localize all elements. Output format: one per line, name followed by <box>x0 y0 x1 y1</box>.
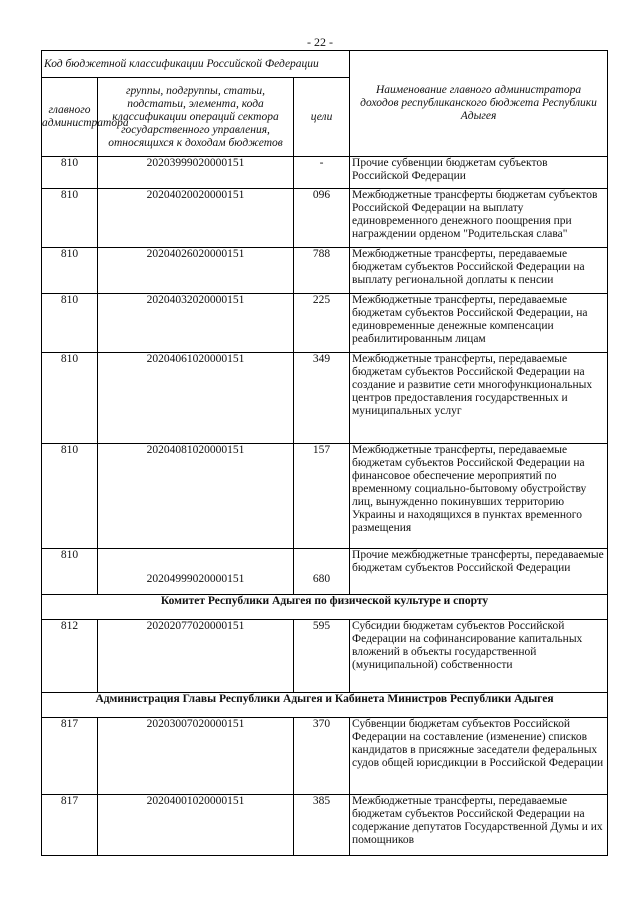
income-code-cell: 20204020020000151 <box>98 189 294 248</box>
section-header-row <box>42 595 608 620</box>
revenue-name-cell: Межбюджетные трансферты, передаваемые бюджетам субъектов Российской Федерации на финансовое обеспечение мероприятий по временному социально-бытовому обустройству лиц, вынужденно покинувших территорию Украины и находящихся в пунктах временного размещения <box>350 444 608 549</box>
income-code-cell: 20204026020000151 <box>98 248 294 294</box>
admin-code-cell: 810 <box>42 294 98 353</box>
admin-code-cell: 810 <box>42 157 98 189</box>
table-row <box>42 795 608 856</box>
revenue-name-cell: Межбюджетные трансферты бюджетам субъектов Российской Федерации на выплату единовременного денежного поощрения при награждении орденом "Родительская слава" <box>350 189 608 248</box>
header-row-group <box>42 51 608 78</box>
admin-code-cell: 810 <box>42 248 98 294</box>
admin-code-cell: 817 <box>42 718 98 795</box>
table-row <box>42 157 608 189</box>
revenue-name-cell: Межбюджетные трансферты, передаваемые бюджетам субъектов Российской Федерации на выплату региональной доплаты к пенсии <box>350 248 608 294</box>
goal-code-cell: 157 <box>294 444 350 549</box>
section-header-row <box>42 693 608 718</box>
income-code-cell: 20204999020000151 <box>98 549 294 595</box>
admin-code-cell: 812 <box>42 620 98 693</box>
admin-code-cell: 817 <box>42 795 98 856</box>
budget-classification-table <box>41 50 608 856</box>
goal-code-cell: 595 <box>294 620 350 693</box>
revenue-name-cell: Межбюджетные трансферты, передаваемые бюджетам субъектов Российской Федерации на создание и развитие сети многофункциональных центров предоставления государственных и муниципальных услуг <box>350 353 608 444</box>
revenue-name-cell: Межбюджетные трансферты, передаваемые бюджетам субъектов Российской Федерации на содержание депутатов Государственной Думы и их помощников <box>350 795 608 856</box>
header-main-admin: главного администратора <box>42 78 98 157</box>
income-code-cell: 20204061020000151 <box>98 353 294 444</box>
header-code-groups: группы, подгруппы, статьи, подстатьи, элемента, кода классификации операций сектора государственного управления, относящихся к доходам бюджетов <box>98 78 294 157</box>
page-number: - 22 - <box>307 35 333 49</box>
revenue-name-cell: Субвенции бюджетам субъектов Российской Федерации на составление (изменение) списков кандидатов в присяжные заседатели федеральных судов общей юрисдикции в Российской Федерации <box>350 718 608 795</box>
section-title: Комитет Республики Адыгея по физической культуре и спорту <box>42 595 608 620</box>
goal-code-cell: 680 <box>294 549 350 595</box>
table-row <box>42 444 608 549</box>
header-classification-group: Код бюджетной классификации Российской Федерации <box>42 51 350 78</box>
admin-code-cell: 810 <box>42 189 98 248</box>
admin-code-cell: 810 <box>42 549 98 595</box>
goal-code-cell: 788 <box>294 248 350 294</box>
goal-code-cell: 349 <box>294 353 350 444</box>
revenue-name-cell: Субсидии бюджетам субъектов Российской Федерации на софинансирование капитальных вложений в объекты государственной (муниципальной) собственности <box>350 620 608 693</box>
table-row <box>42 294 608 353</box>
goal-code-cell: 096 <box>294 189 350 248</box>
income-code-cell: 20203007020000151 <box>98 718 294 795</box>
income-code-cell: 20204081020000151 <box>98 444 294 549</box>
income-code-cell: 20204001020000151 <box>98 795 294 856</box>
income-code-cell: 20203999020000151 <box>98 157 294 189</box>
table-row <box>42 353 608 444</box>
table-row <box>42 549 608 595</box>
section-title: Администрация Главы Республики Адыгея и Кабинета Министров Республики Адыгея <box>42 693 608 718</box>
header-admin-name: Наименование главного администратора доходов республиканского бюджета Республики Адыгея <box>350 51 608 157</box>
goal-code-cell: - <box>294 157 350 189</box>
goal-code-cell: 385 <box>294 795 350 856</box>
admin-code-cell: 810 <box>42 444 98 549</box>
table-row <box>42 189 608 248</box>
revenue-name-cell: Прочие субвенции бюджетам субъектов Российской Федерации <box>350 157 608 189</box>
revenue-name-cell: Прочие межбюджетные трансферты, передаваемые бюджетам субъектов Российской Федерации <box>350 549 608 595</box>
goal-code-cell: 225 <box>294 294 350 353</box>
admin-code-cell: 810 <box>42 353 98 444</box>
income-code-cell: 20204032020000151 <box>98 294 294 353</box>
header-goal: цели <box>294 78 350 157</box>
table-row <box>42 718 608 795</box>
table-row <box>42 248 608 294</box>
goal-code-cell: 370 <box>294 718 350 795</box>
table-body <box>42 157 608 856</box>
income-code-cell: 20202077020000151 <box>98 620 294 693</box>
revenue-name-cell: Межбюджетные трансферты, передаваемые бюджетам субъектов Российской Федерации, на единовременные денежные компенсации реабилитированным лицам <box>350 294 608 353</box>
table-row <box>42 620 608 693</box>
